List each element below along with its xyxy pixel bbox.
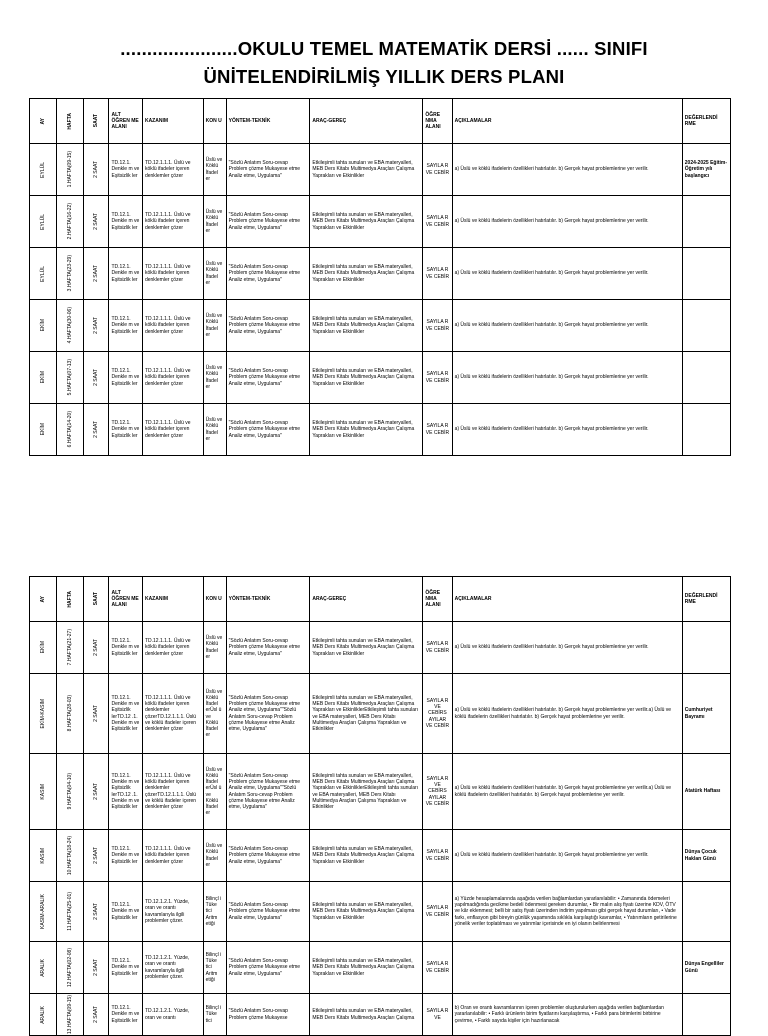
cell-notes: a) Üslü ve köklü ifadelerin özellikleri hatırlatılır. b) Gerçek hayat problemlerine yer verilir. [452,404,682,456]
cell-hours: 2 SAAT [84,994,109,1036]
cell-hours: 2 SAAT [84,882,109,942]
cell-week: 11.HAFTA(25-01) [57,882,84,942]
table-row [30,352,731,404]
cell-month: EYLÜL [30,248,57,300]
cell-topic: Üslü ve Köklü İfadel er [203,352,226,404]
header-topic: KON U [203,577,226,622]
cell-method: "Sözlü Anlatım Soru-cevap Problem çözme Mukayese etme Analiz etme, Uygulama" [226,300,310,352]
cell-materials: Etkileşimli tahta sunuları ve EBA materyalleri, MEB Ders Kitabı Multimedya Araçları Çalışma Yaprakları ve Etkinlikler [310,830,423,882]
cell-materials: Etkileşimli tahta sunuları ve EBA materyalleri, MEB Ders Kitabı Multimedya Araçları Çalışma Yaprakları ve Etkinlikler [310,196,423,248]
table-row [30,994,731,1036]
cell-month: EYLÜL [30,196,57,248]
table-row [30,942,731,994]
header-sub-learning-area: ALT ÖĞREN ME ALANI [109,99,142,144]
header-outcome: KAZANIM [142,99,203,144]
cell-topic: Üslü ve Köklü İfadel er [203,196,226,248]
cell-evaluation [682,196,730,248]
cell-sub-learning-area: TD.12.1. Denkle m ve Eşitsizlik ler [109,622,142,674]
cell-topic: Bilinçl i Tüke tici Aritm etiği [203,882,226,942]
cell-evaluation: Cumhuriyet Bayramı [682,674,730,754]
table-row [30,144,731,196]
cell-topic: Bilinçl i Tüke tici Aritm etiği [203,942,226,994]
cell-evaluation [682,994,730,1036]
cell-evaluation: Dünya Çocuk Hakları Günü [682,830,730,882]
header-month: AY [30,99,57,144]
cell-notes: a) Yüzde hesaplamalarında aşağıda verilen bağlamlardan yararlanılabilir: • Zamanında ödemeleri yapılmadığında gecikme bedeli ödenmesi gereken durumlar, • Bir malın alış fiyatı üzerine KDV, ÖTV ve kâr eklenmesi; belli bir satış fiyatı üzerinden indirim yapılması gibi gerçek hayat durumları, • Vade farkı, enflasyon gibi bireyin günlük yaşamında sıklıkla karşılaştığı kavramlar, • Yatırımların getirilerine yönelik veriler toplatılması ve yatırımlar içerisinde en iyi olanın belirlenmesi [452,882,682,942]
header-evaluation: DEĞERLENDİ RME [682,577,730,622]
cell-sub-learning-area: TD.12.1. Denkle m ve Eşitsizlik lerTD.12 .1. Denkle m ve Eşitsizlik ler [109,754,142,830]
cell-outcome: TD.12.1.1.1. Üslü ve köklü ifadeler içeren denklemler çözer [142,196,203,248]
cell-outcome: TD.12.1.1.1. Üslü ve köklü ifadeler içeren denklemler çözerTD.12.1.1.1. Üslü ve köklü ifadeler içeren denklemler çözer [142,674,203,754]
table-row [30,404,731,456]
cell-notes: a) Üslü ve köklü ifadelerin özellikleri hatırlatılır. b) Gerçek hayat problemlerine yer verilir. [452,144,682,196]
cell-week: 13.HAFTA(09-15) [57,994,84,1036]
cell-method: "Sözlü Anlatım Soru-cevap Problem çözme Mukayese etme Analiz etme, Uygulama""Sözlü Anlatım Soru-cevap Problem çözme Mukayese etme Analiz etme, Uygulama" [226,674,310,754]
cell-materials: Etkileşimli tahta sunuları ve EBA materyalleri, MEB Ders Kitabı Multimedya Araçları Çalışma Yaprakları ve Etkinlikler [310,622,423,674]
cell-materials: Etkileşimli tahta sunuları ve EBA materyalleri, MEB Ders Kitabı Multimedya Araçları Çalışma Yaprakları ve Etkinlikler [310,404,423,456]
header-week: HAFTA [57,577,84,622]
cell-materials: Etkileşimli tahta sunuları ve EBA materyalleri, MEB Ders Kitabı Multimedya Araçları Çalışma Yaprakları ve Etkinlikler [310,942,423,994]
cell-hours: 2 SAAT [84,144,109,196]
cell-method: "Sözlü Anlatım Soru-cevap Problem çözme Mukayese etme Analiz etme, Uygulama" [226,882,310,942]
cell-month: EYLÜL [30,144,57,196]
cell-topic: Üslü ve Köklü İfadel erÜsl ü ve Köklü İfadel er [203,754,226,830]
cell-week: 2.HAFTA(16-22) [57,196,84,248]
cell-learning-area: SAYILA R VE CEBİR [423,196,452,248]
cell-sub-learning-area: TD.12.1. Denkle m ve Eşitsizlik ler [109,942,142,994]
header-hours: SAAT [84,577,109,622]
cell-materials: Etkileşimli tahta sunuları ve EBA materyalleri, MEB Ders Kitabı Multimedya Araçları Çalışma Yaprakları ve EtkinliklerEtkileşimli tahta sunuları ve EBA materyalleri, MEB Ders Kitabı Multimedya Araçları Çalışma Yaprakları ve Etkinlikler [310,754,423,830]
plan-table-page1 [29,98,731,456]
cell-evaluation: Atatürk Haftası [682,754,730,830]
cell-learning-area: SAYILA R VE CEBİR [423,352,452,404]
page-title-line2: ÜNİTELENDİRİLMİŞ YILLIK DERS PLANI [203,66,565,87]
cell-month: ARALIK [30,994,57,1036]
cell-notes: a) Üslü ve köklü ifadelerin özellikleri hatırlatılır. b) Gerçek hayat problemlerine yer verilir. [452,300,682,352]
cell-evaluation [682,300,730,352]
cell-topic: Üslü ve Köklü İfadel er [203,248,226,300]
cell-method: "Sözlü Anlatım Soru-cevap Problem çözme Mukayese etme Analiz etme, Uygulama" [226,830,310,882]
cell-week: 3.HAFTA(23-29) [57,248,84,300]
header-topic: KON U [203,99,226,144]
cell-week: 9.HAFTA(04-10) [57,754,84,830]
cell-hours: 2 SAAT [84,754,109,830]
table-row [30,882,731,942]
cell-month: EKİM [30,622,57,674]
cell-topic: Üslü ve Köklü İfadel er [203,622,226,674]
cell-hours: 2 SAAT [84,622,109,674]
header-row [30,99,731,144]
header-week: HAFTA [57,99,84,144]
cell-learning-area: SAYILA R VE CEBİR [423,300,452,352]
cell-topic: Üslü ve Köklü İfadel er [203,144,226,196]
cell-notes: a) Üslü ve köklü ifadelerin özellikleri hatırlatılır. b) Gerçek hayat problemlerine yer verilir. [452,196,682,248]
cell-notes: a) Üslü ve köklü ifadelerin özellikleri hatırlatılır. b) Gerçek hayat problemlerine yer verilir. [452,352,682,404]
cell-sub-learning-area: TD.12.1. Denkle m ve Eşitsizlik ler [109,994,142,1036]
header-learning-area: ÖĞRE NMA ALANI [423,577,452,622]
header-notes: AÇIKLAMALAR [452,577,682,622]
header-outcome: KAZANIM [142,577,203,622]
cell-month: EKİM [30,300,57,352]
page-title-line1: ......................OKULU TEMEL MATEMATİK DERSİ ...... SINIFI [120,38,648,59]
cell-outcome: TD.12.1.1.1. Üslü ve köklü ifadeler içeren denklemler çözer [142,622,203,674]
cell-materials: Etkileşimli tahta sunuları ve EBA materyalleri, MEB Ders Kitabı Multimedya Araçları Çalışma [310,994,423,1036]
cell-notes: a) Üslü ve köklü ifadelerin özellikleri hatırlatılır. b) Gerçek hayat problemlerine yer verilir. [452,248,682,300]
cell-sub-learning-area: TD.12.1. Denkle m ve Eşitsizlik ler [109,404,142,456]
cell-evaluation: 2024-2025 Eğitim-Öğretim yılı başlangıcı [682,144,730,196]
cell-outcome: TD.12.1.1.1. Üslü ve köklü ifadeler içeren denklemler çözer [142,300,203,352]
header-method: YÖNTEM-TEKNİK [226,99,310,144]
cell-notes: a) Üslü ve köklü ifadelerin özellikleri hatırlatılır. b) Gerçek hayat problemlerine yer verilir. [452,622,682,674]
cell-month: KASIM [30,830,57,882]
cell-evaluation: Dünya Engelliler Günü [682,942,730,994]
cell-month: EKİM [30,352,57,404]
cell-hours: 2 SAAT [84,300,109,352]
cell-learning-area: SAYILA R VE [423,994,452,1036]
header-hours: SAAT [84,99,109,144]
cell-week: 4.HAFTA(30-06) [57,300,84,352]
cell-outcome: TD.12.1.2.1. Yüzde, oran ve orantı [142,994,203,1036]
cell-notes: a) Üslü ve köklü ifadelerin özellikleri hatırlatılır. b) Gerçek hayat problemlerine yer verilir.a) Üslü ve köklü ifadelerin özellikleri hatırlatılır. b) Gerçek hayat problemlerine yer verilir. [452,674,682,754]
cell-sub-learning-area: TD.12.1. Denkle m ve Eşitsizlik ler [109,196,142,248]
header-notes: AÇIKLAMALAR [452,99,682,144]
cell-learning-area: SAYILA R VE CEBİRS AYILAR VE CEBİR [423,754,452,830]
cell-topic: Üslü ve Köklü İfadel erÜsl ü ve Köklü İfadel er [203,674,226,754]
cell-method: "Sözlü Anlatım Soru-cevap Problem çözme Mukayese [226,994,310,1036]
cell-learning-area: SAYILA R VE CEBİR [423,622,452,674]
cell-evaluation [682,622,730,674]
header-learning-area: ÖĞRE NMA ALANI [423,99,452,144]
cell-notes: a) Üslü ve köklü ifadelerin özellikleri hatırlatılır. b) Gerçek hayat problemlerine yer verilir.a) Üslü ve köklü ifadelerin özellikleri hatırlatılır. b) Gerçek hayat problemlerine yer verilir. [452,754,682,830]
cell-sub-learning-area: TD.12.1. Denkle m ve Eşitsizlik lerTD.12 .1. Denkle m ve Eşitsizlik ler [109,674,142,754]
cell-outcome: TD.12.1.1.1. Üslü ve köklü ifadeler içeren denklemler çözer [142,830,203,882]
table-row [30,248,731,300]
cell-materials: Etkileşimli tahta sunuları ve EBA materyalleri, MEB Ders Kitabı Multimedya Araçları Çalışma Yaprakları ve Etkinlikler [310,144,423,196]
cell-materials: Etkileşimli tahta sunuları ve EBA materyalleri, MEB Ders Kitabı Multimedya Araçları Çalışma Yaprakları ve Etkinlikler [310,352,423,404]
cell-learning-area: SAYILA R VE CEBİR [423,830,452,882]
cell-hours: 2 SAAT [84,674,109,754]
cell-learning-area: SAYILA R VE CEBİR [423,942,452,994]
cell-learning-area: SAYILA R VE CEBİRS AYILAR VE CEBİR [423,674,452,754]
cell-outcome: TD.12.1.1.1. Üslü ve köklü ifadeler içeren denklemler çözerTD.12.1.1.1. Üslü ve köklü ifadeler içeren denklemler çözer [142,754,203,830]
cell-week: 7.HAFTA(21-27) [57,622,84,674]
cell-hours: 2 SAAT [84,942,109,994]
table-row [30,300,731,352]
cell-outcome: TD.12.1.1.1. Üslü ve köklü ifadeler içeren denklemler çözer [142,352,203,404]
cell-notes: b) Oran ve orantı kavramlarının içeren problemler oluşturulurken aşağıda verilen bağlamlardan yararlanılabilir: • Farklı ürünlerin birim fiyatlarını karşılaştırma, • Farklı para birimlerini birbirine çevirme, • Farklı sayıda kişiler için hazırlanacak [452,994,682,1036]
cell-evaluation [682,404,730,456]
header-row [30,577,731,622]
cell-week: 10.HAFTA(18-24) [57,830,84,882]
cell-method: "Sözlü Anlatım Soru-cevap Problem çözme Mukayese etme Analiz etme, Uygulama""Sözlü Anlatım Soru-cevap Problem çözme Mukayese etme Analiz etme, Uygulama" [226,754,310,830]
cell-materials: Etkileşimli tahta sunuları ve EBA materyalleri, MEB Ders Kitabı Multimedya Araçları Çalışma Yaprakları ve Etkinlikler [310,300,423,352]
cell-learning-area: SAYILA R VE CEBİR [423,144,452,196]
cell-week: 6.HAFTA(14-20) [57,404,84,456]
cell-notes [452,942,682,994]
cell-learning-area: SAYILA R VE CEBİR [423,404,452,456]
cell-topic: Bilinçl i Tüke tici [203,994,226,1036]
cell-month: ARALIK [30,942,57,994]
cell-learning-area: SAYILA R VE CEBİR [423,882,452,942]
cell-month: KASIM-ARALIK [30,882,57,942]
cell-method: "Sözlü Anlatım Soru-cevap Problem çözme Mukayese etme Analiz etme, Uygulama" [226,248,310,300]
table-row [30,830,731,882]
header-sub-learning-area: ALT ÖĞREN ME ALANI [109,577,142,622]
cell-method: "Sözlü Anlatım Soru-cevap Problem çözme Mukayese etme Analiz etme, Uygulama" [226,144,310,196]
cell-outcome: TD.12.1.1.1. Üslü ve köklü ifadeler içeren denklemler çözer [142,404,203,456]
header-month: AY [30,577,57,622]
cell-sub-learning-area: TD.12.1. Denkle m ve Eşitsizlik ler [109,352,142,404]
cell-evaluation [682,352,730,404]
cell-topic: Üslü ve Köklü İfadel er [203,830,226,882]
cell-method: "Sözlü Anlatım Soru-cevap Problem çözme Mukayese etme Analiz etme, Uygulama" [226,196,310,248]
cell-hours: 2 SAAT [84,248,109,300]
cell-learning-area: SAYILA R VE CEBİR [423,248,452,300]
cell-evaluation [682,882,730,942]
table-row [30,622,731,674]
cell-month: EKİM [30,404,57,456]
cell-outcome: TD.12.1.2.1. Yüzde, oran ve orantı kavramlarıyla ilgili problemler çözer. [142,942,203,994]
cell-hours: 2 SAAT [84,352,109,404]
cell-month: EKİM-KASIM [30,674,57,754]
cell-sub-learning-area: TD.12.1. Denkle m ve Eşitsizlik ler [109,248,142,300]
cell-materials: Etkileşimli tahta sunuları ve EBA materyalleri, MEB Ders Kitabı Multimedya Araçları Çalışma Yaprakları ve EtkinliklerEtkileşimli tahta sunuları ve EBA materyalleri, MEB Ders Kitabı Multimedya Araçları Çalışma Yaprakları ve Etkinlikler [310,674,423,754]
cell-month: KASIM [30,754,57,830]
table-row [30,196,731,248]
cell-outcome: TD.12.1.1.1. Üslü ve köklü ifadeler içeren denklemler çözer [142,144,203,196]
cell-sub-learning-area: TD.12.1. Denkle m ve Eşitsizlik ler [109,144,142,196]
cell-notes: a) Üslü ve köklü ifadelerin özellikleri hatırlatılır. b) Gerçek hayat problemlerine yer verilir. [452,830,682,882]
cell-sub-learning-area: TD.12.1. Denkle m ve Eşitsizlik ler [109,830,142,882]
header-materials: ARAÇ-GEREÇ [310,99,423,144]
cell-topic: Üslü ve Köklü İfadel er [203,300,226,352]
header-materials: ARAÇ-GEREÇ [310,577,423,622]
cell-method: "Sözlü Anlatım Soru-cevap Problem çözme Mukayese etme Analiz etme, Uygulama" [226,404,310,456]
cell-evaluation [682,248,730,300]
cell-hours: 2 SAAT [84,404,109,456]
cell-hours: 2 SAAT [84,196,109,248]
cell-week: 12.HAFTA(02-08) [57,942,84,994]
cell-materials: Etkileşimli tahta sunuları ve EBA materyalleri, MEB Ders Kitabı Multimedya Araçları Çalışma Yaprakları ve Etkinlikler [310,248,423,300]
cell-week: 5.HAFTA(07-13) [57,352,84,404]
cell-week: 8.HAFTA(28-03) [57,674,84,754]
cell-method: "Sözlü Anlatım Soru-cevap Problem çözme Mukayese etme Analiz etme, Uygulama" [226,352,310,404]
cell-method: "Sözlü Anlatım Soru-cevap Problem çözme Mukayese etme Analiz etme, Uygulama" [226,942,310,994]
cell-method: "Sözlü Anlatım Soru-cevap Problem çözme Mukayese etme Analiz etme, Uygulama" [226,622,310,674]
cell-sub-learning-area: TD.12.1. Denkle m ve Eşitsizlik ler [109,882,142,942]
header-method: YÖNTEM-TEKNİK [226,577,310,622]
cell-sub-learning-area: TD.12.1. Denkle m ve Eşitsizlik ler [109,300,142,352]
cell-outcome: TD.12.1.1.1. Üslü ve köklü ifadeler içeren denklemler çözer [142,248,203,300]
cell-outcome: TD.12.1.2.1. Yüzde, oran ve orantı kavramlarıyla ilgili problemler çözer. [142,882,203,942]
cell-materials: Etkileşimli tahta sunuları ve EBA materyalleri, MEB Ders Kitabı Multimedya Araçları Çalışma Yaprakları ve Etkinlikler [310,882,423,942]
plan-table-page2 [29,576,731,1036]
cell-hours: 2 SAAT [84,830,109,882]
table-row [30,754,731,830]
header-evaluation: DEĞERLENDİ RME [682,99,730,144]
table-row [30,674,731,754]
cell-topic: Üslü ve Köklü İfadel er [203,404,226,456]
cell-week: 1.HAFTA(09-15) [57,144,84,196]
